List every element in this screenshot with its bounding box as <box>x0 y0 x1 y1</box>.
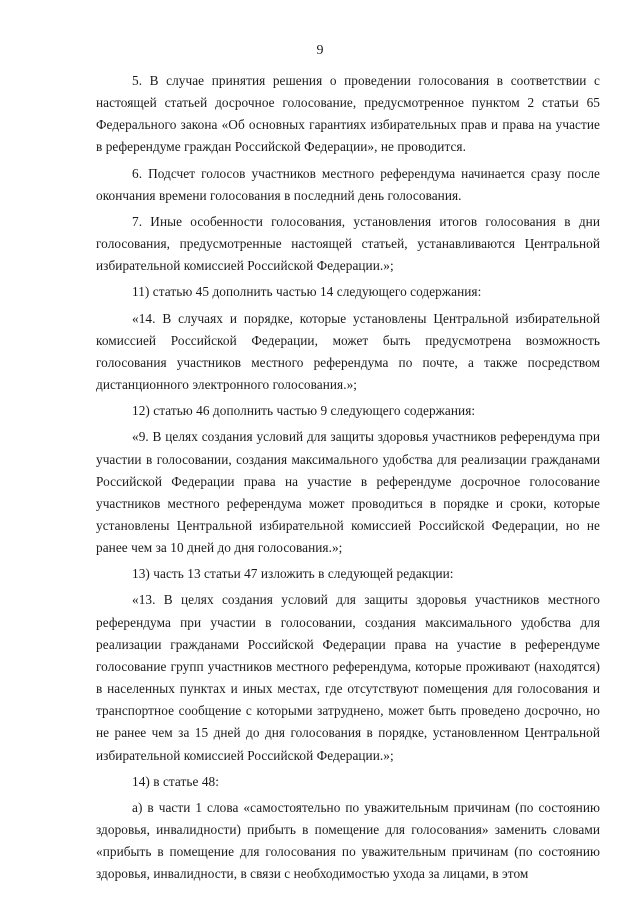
document-body <box>96 70 600 889</box>
amendment-14-intro: 14) в статье 48: <box>132 773 219 789</box>
amendment-12-intro: 12) статью 46 дополнить частью 9 следующего содержания: <box>132 403 476 419</box>
amendment-13-text: «13. В целях создания условий для защиты здоровья участников местного референдума при участии в голосовании, создания максимального удобства для реализации гражданами Российской Федерации права на участие в референдуме голосование групп участников местного референдума, которые проживают (находятся) в населенных пунктах и иных местах, где отсутствуют помещения для голосования и транспортное сообщение с которыми затруднено, может быть проведено досрочно, но не ранее чем за 15 дней до дня голосования в порядке, установленном Центральной избирательной комиссией Российской Федерации.»; <box>96 592 600 763</box>
amendment-11-intro: 11) статью 45 дополнить частью 14 следующего содержания: <box>132 284 482 300</box>
paragraph-6: 6. Подсчет голосов участников местного референдума начинается сразу после окончания времени голосования в последний день голосования. <box>96 165 600 203</box>
amendment-13-intro: 13) часть 13 статьи 47 изложить в следующей редакции: <box>132 566 454 582</box>
paragraph-7: 7. Иные особенности голосования, установления итогов голосования в дни голосования, предусмотренные настоящей статьей, устанавливаются Центральной избирательной комиссией Российской Федерации.»; <box>96 213 600 274</box>
paragraph-5: 5. В случае принятия решения о проведении голосования в соответствии с настоящей статьей досрочное голосование, предусмотренное пунктом 2 статьи 65 Федерального закона «Об основных гарантиях избирательных прав и права на участие в референдуме граждан Российской Федерации», не проводится. <box>96 73 600 155</box>
amendment-14-a: а) в части 1 слова «самостоятельно по уважительным причинам (по состоянию здоровья, инвалидности) прибыть в помещение для голосования» заменить словами «прибыть в помещение для голосования по уважительным причинам (по состоянию здоровья, инвалидности, в связи с необходимостью ухода за лицами, в этом <box>96 799 600 882</box>
page-number: 9 <box>316 43 324 58</box>
amendment-11-text: «14. В случаях и порядке, которые установлены Центральной избирательной комиссией Российской Федерации, может быть предусмотрена возможность голосования участников местного референдума по почте, а также посредством дистанционного электронного голосования.»; <box>96 310 600 393</box>
amendment-12-text: «9. В целях создания условий для защиты здоровья участников референдума при участии в голосовании, создания максимального удобства для реализации гражданами Российской Федерации права на участие в референдуме досрочное голосование участников местного референдума может проводиться в порядке и сроки, которые установлены Центральной избирательной комиссией Российской Федерации, но не ранее чем за 10 дней до дня голосования.»; <box>96 429 600 556</box>
